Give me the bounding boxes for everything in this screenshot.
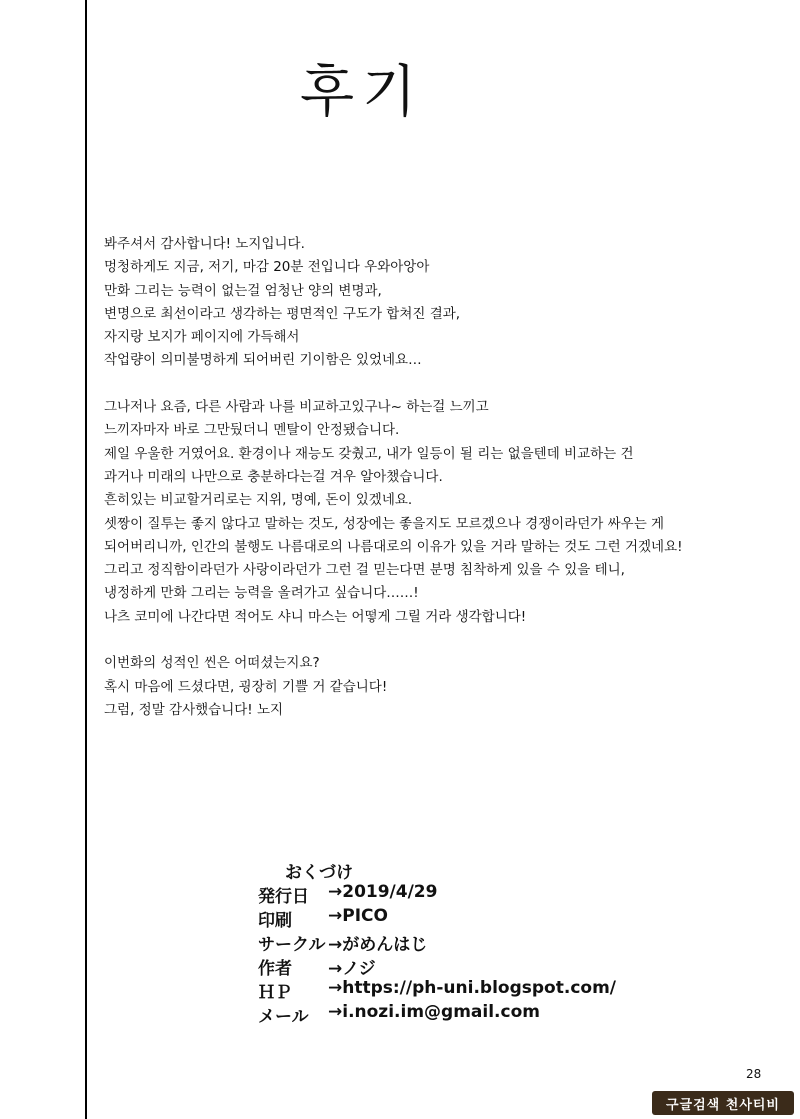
colophon-value: →がめんはじ <box>328 935 428 955</box>
text-line: 과거나 미래의 나만으로 충분하다는걸 겨우 알아챘습니다. <box>104 468 443 485</box>
text-line: 되어버리니까, 인간의 불행도 나름대로의 나름대로의 이유가 있을 거라 말하는 것도 그런 거겠네요! <box>104 538 683 555</box>
text-line: 그럼, 정말 감사했습니다! 노지 <box>104 701 284 718</box>
colophon-value: →ノジ <box>328 959 376 979</box>
paragraph <box>104 233 794 373</box>
text-line: 나츠 코미에 나간다면 적어도 샤니 마스는 어떻게 그릴 거라 생각합니다! <box>104 608 527 625</box>
text-line: 느끼자마자 바로 그만뒀더니 멘탈이 안정됐습니다. <box>104 422 400 439</box>
colophon-label: 発行日 <box>258 887 309 907</box>
text-line: 셋짱이 질투는 좋지 않다고 말하는 것도, 성장에는 좋을지도 모르겠으나 경쟁이라던가 싸우는 게 <box>104 515 665 532</box>
paragraph <box>104 652 794 722</box>
text-line: 봐주셔서 감사합니다! 노지입니다. <box>104 236 305 252</box>
text-line: 자지랑 보지가 페이지에 가득해서 <box>104 329 300 346</box>
colophon-homepage-link: →https://ph-uni.blogspot.com/ <box>328 978 616 998</box>
text-line: 혹시 마음에 드셨다면, 굉장히 기쁠 거 같습니다! <box>104 678 388 695</box>
colophon-label: 作者 <box>258 959 292 979</box>
text-line: 변명으로 최선이라고 생각하는 평면적인 구도가 합쳐진 결과, <box>104 305 461 322</box>
page-number: 28 <box>746 1067 762 1081</box>
text-line: 만화 그리는 능력이 없는걸 엄청난 양의 변명과, <box>104 282 382 299</box>
text-line: 멍청하게도 지금, 저기, 마감 20분 전입니다 우와아앙아 <box>104 259 430 276</box>
colophon-label: サークル <box>258 935 326 955</box>
colophon-label: メール <box>258 1007 309 1027</box>
watermark-badge: 구글검색 천사티비 <box>652 1091 794 1115</box>
text-line: 작업량이 의미불명하게 되어버린 기이함은 있었네요… <box>104 352 422 369</box>
text-line: 냉정하게 만화 그리는 능력을 올려가고 싶습니다……! <box>104 585 419 602</box>
afterword-body <box>104 233 794 746</box>
text-line: 그리고 정직함이라던가 사랑이라던가 그런 걸 믿는다면 분명 침착하게 있을 수 있을 테니, <box>104 562 625 579</box>
colophon-value: →2019/4/29 <box>328 882 438 902</box>
colophon-value: →PICO <box>328 906 388 926</box>
text-line: 흔히있는 비교할거리로는 지위, 명예, 돈이 있겠네요. <box>104 492 413 509</box>
colophon-label: ＨＰ <box>258 983 292 1003</box>
left-margin-rule <box>85 0 87 1119</box>
text-line: 제일 우울한 거였어요. 환경이나 재능도 갖췄고, 내가 일등이 될 리는 없을텐데 비교하는 건 <box>104 445 634 462</box>
page-title: 후기 <box>300 60 425 125</box>
colophon-label: 印刷 <box>258 911 292 931</box>
colophon-email: →i.nozi.im@gmail.com <box>328 1002 540 1022</box>
text-line: 그나저나 요즘, 다른 사람과 나를 비교하고있구나~ 하는걸 느끼고 <box>104 399 489 416</box>
paragraph <box>104 396 794 629</box>
colophon-title: おくづけ <box>285 863 353 883</box>
text-line: 이번화의 성적인 씬은 어떠셨는지요? <box>104 655 320 672</box>
